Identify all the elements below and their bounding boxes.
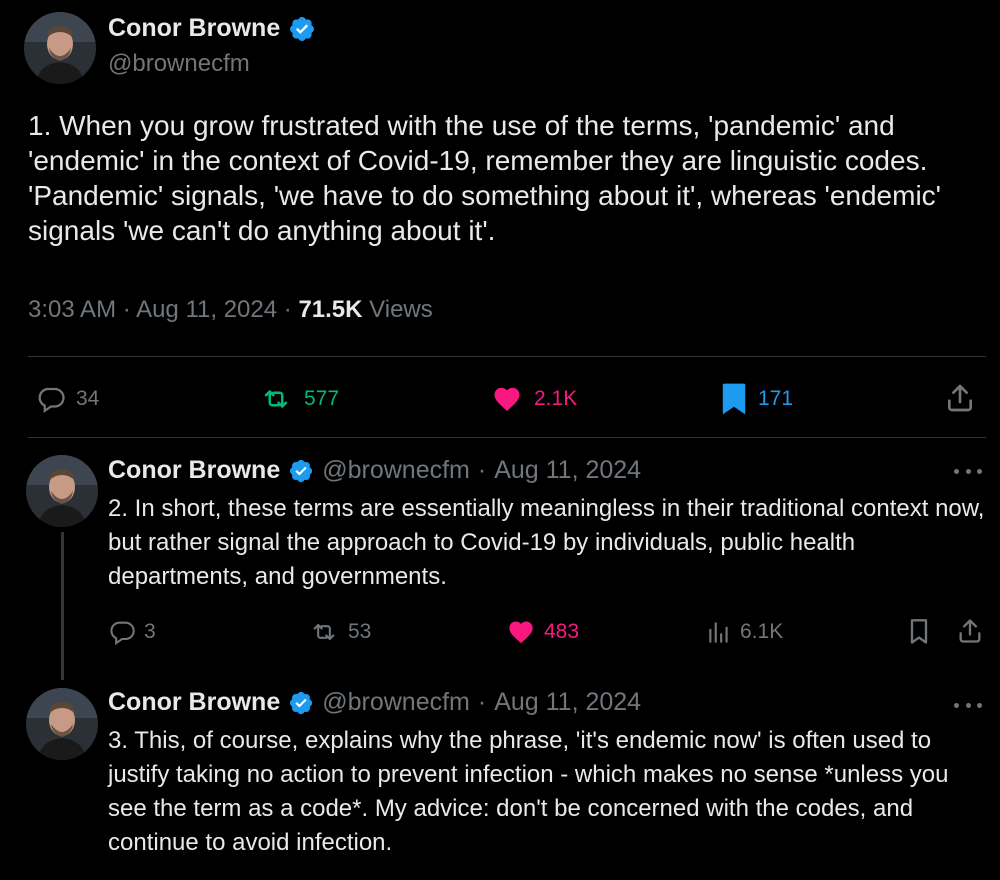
more-icon[interactable]	[954, 466, 982, 476]
bookmark-button[interactable]	[720, 382, 793, 416]
more-icon[interactable]	[954, 700, 982, 710]
share-icon	[944, 382, 976, 414]
tweet-time[interactable]: 3:03 AM	[28, 296, 117, 323]
tweet-text: 1. When you grow frustrated with the use of the terms, 'pandemic' and 'endemic' in the context of Covid-19, remember they are linguistic codes. 'Pandemic' signals, 'we have to do something about it', whereas 'endemic' signals 'we can't do anything about it'.	[28, 110, 942, 246]
reply-button[interactable]	[108, 618, 156, 646]
bookmark-icon	[720, 382, 748, 416]
like-button[interactable]	[490, 384, 577, 414]
avatar[interactable]	[24, 12, 96, 84]
repost-icon	[308, 618, 340, 646]
share-button[interactable]	[956, 616, 984, 646]
tweet-meta	[28, 296, 433, 324]
bookmark-count: 171	[758, 387, 794, 410]
views-count: 6.1K	[740, 620, 784, 643]
tweet-date[interactable]: Aug 11, 2024	[136, 296, 278, 323]
author-handle[interactable]: @brownecfm	[322, 688, 470, 716]
views-icon	[706, 618, 732, 646]
thread-connector	[61, 532, 64, 680]
like-count: 2.1K	[534, 387, 578, 410]
author-name[interactable]: Conor Browne	[108, 456, 281, 484]
verified-badge-icon[interactable]	[288, 690, 314, 716]
author-name-text[interactable]: Conor Browne	[108, 14, 281, 42]
author-handle[interactable]: @brownecfm	[108, 50, 250, 77]
like-icon	[506, 618, 536, 646]
views-button[interactable]	[706, 618, 783, 646]
meta-separator: ·	[283, 296, 292, 323]
views-count[interactable]: 71.5K	[298, 296, 363, 323]
share-icon	[956, 616, 984, 646]
like-button[interactable]	[506, 618, 579, 646]
avatar[interactable]	[26, 688, 98, 760]
reply-icon	[36, 384, 66, 414]
bookmark-button[interactable]	[906, 618, 932, 646]
like-icon	[490, 384, 524, 414]
bookmark-icon	[906, 618, 932, 646]
divider	[28, 356, 986, 357]
author-name[interactable]: Conor Browne	[108, 688, 281, 716]
like-count: 483	[544, 620, 580, 643]
reply-count: 3	[144, 620, 156, 643]
share-button[interactable]	[944, 382, 976, 414]
tweet-text: 2. In short, these terms are essentially meaningless in their traditional context now, but rather signal the approach to Covid-19 by individuals, public health departments, and governments.	[108, 495, 985, 590]
header-separator: ·	[477, 456, 487, 484]
reply-button[interactable]	[36, 384, 99, 414]
reply-icon	[108, 618, 136, 646]
reply-header	[108, 456, 641, 485]
repost-button[interactable]	[258, 384, 339, 414]
author-handle[interactable]: @brownecfm	[322, 456, 470, 484]
divider	[28, 437, 986, 438]
tweet-date[interactable]: Aug 11, 2024	[494, 688, 642, 716]
repost-count: 53	[348, 620, 372, 643]
reply-header	[108, 688, 641, 717]
tweet-date[interactable]: Aug 11, 2024	[494, 456, 642, 484]
avatar[interactable]	[26, 455, 98, 527]
meta-separator: ·	[122, 296, 131, 323]
repost-button[interactable]	[308, 618, 371, 646]
tweet-text: 3. This, of course, explains why the phrase, 'it's endemic now' is often used to justify taking no action to prevent infection - which makes no sense *unless you see the term as a code*. My advice: don't be concerned with the codes, and continue to avoid infection.	[108, 727, 949, 856]
views-label: Views	[369, 296, 433, 323]
verified-badge-icon[interactable]	[288, 458, 314, 484]
author-name[interactable]	[108, 14, 316, 43]
repost-count: 577	[304, 387, 340, 410]
header-separator: ·	[477, 688, 487, 716]
repost-icon	[258, 384, 294, 414]
verified-badge-icon[interactable]	[288, 15, 316, 43]
reply-count: 34	[76, 387, 100, 410]
